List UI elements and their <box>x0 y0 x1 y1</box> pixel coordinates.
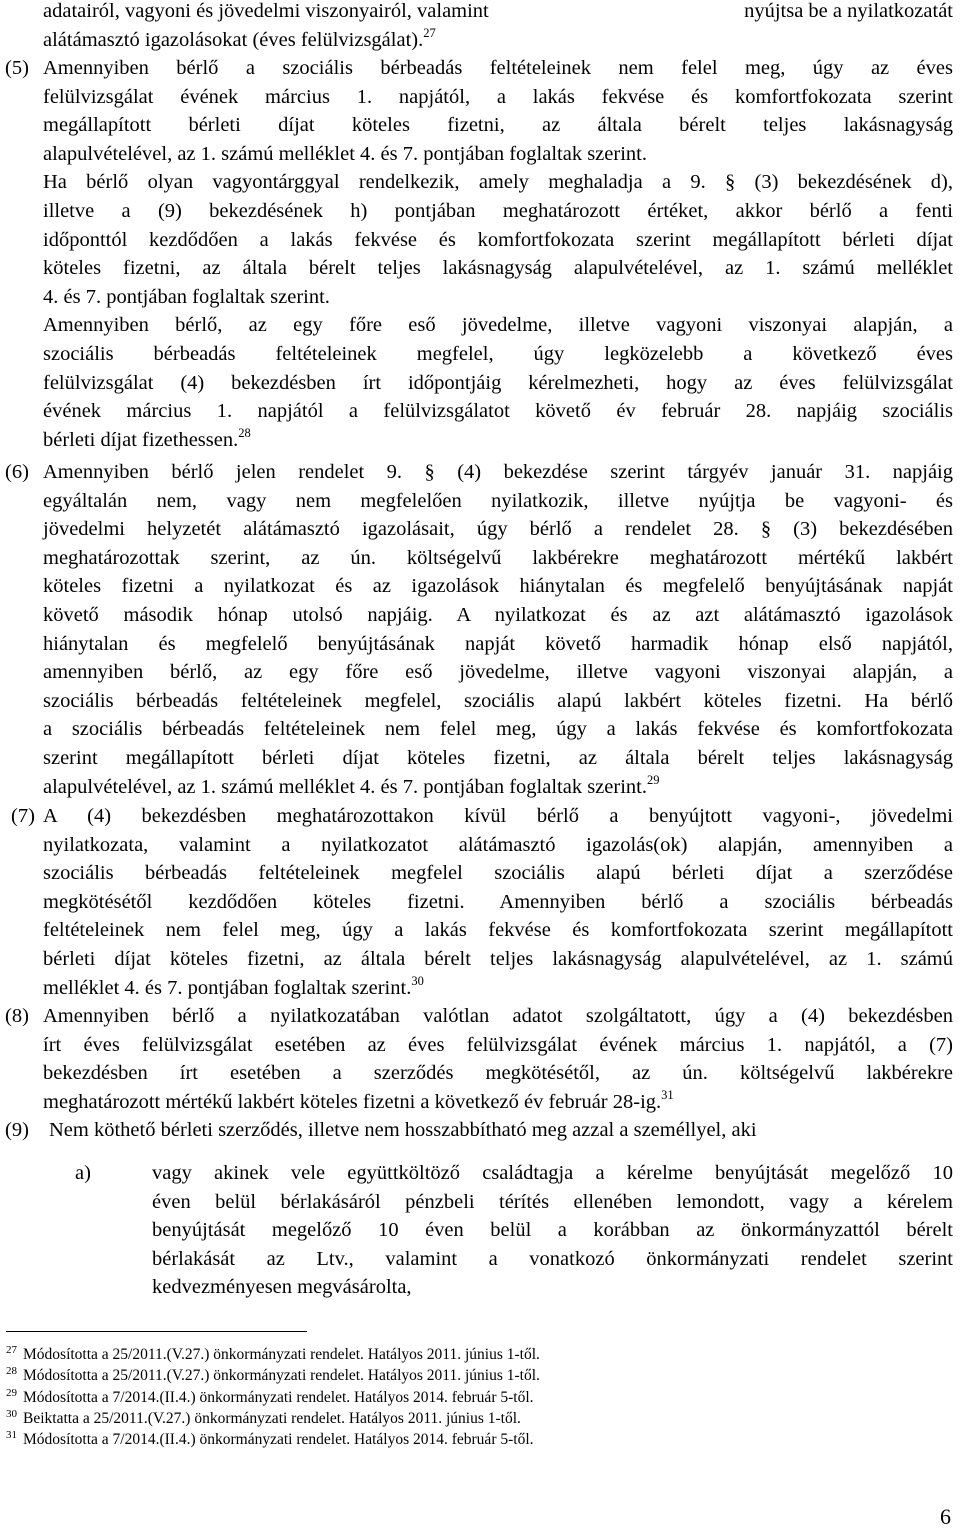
footnote-ref: 27 <box>423 25 436 40</box>
line-text: felülvizsgálat (4) bekezdésben írt időpontjáig kérelmezheti, hogy az éves felülvizsgálat <box>43 371 953 394</box>
paragraph-9-line: Nem köthető bérleti szerződés, illetve nem hosszabbítható meg azzal a személlyel, aki <box>49 1119 757 1141</box>
text-line <box>43 773 953 802</box>
line-text: meghatározott mértékű lakbért köteles fizetni a következő év február 28-ig. <box>43 1090 662 1113</box>
text-line <box>43 111 953 140</box>
footnote-number: 29 <box>6 1386 17 1399</box>
paragraph-6 <box>5 458 953 801</box>
paragraph-7 <box>11 802 953 1002</box>
line-text: a szociális bérbeadás feltételeinek nem felel meg, úgy a lakás fekvése és komfortfokozata <box>43 718 953 741</box>
text-line <box>43 54 953 83</box>
line-text: évének március 1. napjától a felülvizsgálatot követő év február 28. napjáig szociális <box>43 400 953 423</box>
line-text: alapulvételével, az 1. számú melléklet 4. és 7. pontjában foglaltak szerint. <box>43 142 647 165</box>
text-line <box>43 340 953 369</box>
footnote-number: 31 <box>6 1429 17 1442</box>
text-line <box>43 197 953 226</box>
line-text: Amennyiben bérlő a nyilatkozatában valótlan adatot szolgáltatott, úgy a (4) bekezdésben <box>43 1005 953 1027</box>
text-line <box>43 974 953 1003</box>
text-line <box>43 1088 953 1117</box>
text-line <box>43 515 953 544</box>
paragraph-5 <box>5 54 953 454</box>
text-line <box>43 945 953 974</box>
text-line <box>152 1188 953 1217</box>
footnote-number: 28 <box>6 1365 17 1378</box>
line-text: nyilatkozata, valamint a nyilatkozatot alátámasztó igazolás(ok) alapján, amennyiben a <box>43 833 953 856</box>
text-line <box>43 1031 953 1060</box>
line-text: feltételeinek nem felel meg, úgy a lakás fekvése és komfortfokozata szerint megállapított <box>43 919 953 942</box>
line-text: bérlakását az Ltv., valamint a vonatkozó önkormányzati rendelet szerint <box>152 1247 953 1270</box>
text-line <box>43 888 953 917</box>
text-line <box>43 601 953 630</box>
list-item-a <box>75 1159 953 1302</box>
line-text: írt éves felülvizsgálat esetében az éves felülvizsgálat évének március 1. napjától, a (7) <box>43 1033 953 1056</box>
line-text: alapulvételével, az 1. számú melléklet 4. és 7. pontjában foglaltak szerint. <box>43 775 647 798</box>
text-line <box>43 544 953 573</box>
paragraph-number: (7) <box>11 805 35 827</box>
text-line <box>43 226 953 255</box>
line-text: éven belül bérlakásáról pénzbeli térítés ellenében lemondott, vagy a kérelem <box>152 1190 953 1213</box>
footnote <box>6 1365 906 1386</box>
footnote-text: Módosította a 7/2014.(II.4.) önkormányzati rendelet. Hatályos 2014. február 5-től. <box>23 1388 534 1406</box>
text-line <box>43 1059 953 1088</box>
footnote-number: 30 <box>6 1407 17 1420</box>
line-text: amennyiben bérlő, az egy főre eső jövedelme, illetve vagyoni viszonyai alapján, a <box>43 661 953 684</box>
text-line <box>43 630 953 659</box>
line-text: szociális bérbeadás feltételeinek megfelel, szociális alapú lakbért köteles fizetni. Ha bérlő <box>43 689 953 712</box>
text-line <box>43 658 953 687</box>
footnote <box>6 1429 906 1450</box>
line-text: megkötésétől kezdődően köteles fizetni. Amennyiben bérlő a szociális bérbeadás <box>43 890 953 913</box>
footnote-separator <box>6 1331 307 1332</box>
line-text: melléklet 4. és 7. pontjában foglaltak szerint. <box>43 976 412 999</box>
text-line <box>43 83 953 112</box>
text-line <box>43 1002 953 1031</box>
text-line <box>43 744 953 773</box>
footnote-text: Módosította a 7/2014.(II.4.) önkormányzati rendelet. Hatályos 2014. február 5-től. <box>23 1431 534 1449</box>
line-text: hiánytalan és megfelelő benyújtásának napját követő harmadik hónap első napjától, <box>43 632 953 655</box>
line-text: Amennyiben bérlő jelen rendelet 9. § (4) bekezdése szerint tárgyév január 31. napjáig <box>43 461 953 483</box>
paragraph-number: (8) <box>5 1005 29 1027</box>
text-line <box>43 802 953 831</box>
paragraph-number: (5) <box>5 57 29 79</box>
text-line <box>43 715 953 744</box>
footnote <box>6 1408 906 1429</box>
list-item-label: a) <box>75 1162 91 1184</box>
line-text: bérleti díjat fizethessen. <box>43 428 239 451</box>
text-line <box>43 831 953 860</box>
line-text: időponttól kezdődően a lakás fekvése és komfortfokozata szerint megállapított bérleti díjat <box>43 228 953 251</box>
footnote-text: Módosította a 25/2011.(V.27.) önkormányzati rendelet. Hatályos 2011. június 1-től. <box>23 1367 540 1385</box>
line-text: Amennyiben bérlő, az egy főre eső jövedelme, illetve vagyoni viszonyai alapján, a <box>43 314 953 337</box>
footnote-ref: 29 <box>646 772 660 787</box>
text-line <box>43 168 953 197</box>
intro-line-2: alátámasztó igazolásokat (éves felülvizsgálat). <box>43 28 424 51</box>
line-text: szociális bérbeadás feltételeinek megfelel, úgy legközelebb a következő éves <box>43 342 953 365</box>
line-text: szerint megállapított bérleti díjat köteles fizetni, az általa bérelt teljes lakásnagyság <box>43 746 953 769</box>
page-number: 6 <box>940 1504 951 1529</box>
line-text: meghatározottak szerint, az ún. költségelvű lakbérekre meghatározott mértékű lakbért <box>43 546 953 569</box>
text-line <box>43 859 953 888</box>
text-line <box>43 140 953 169</box>
text-line <box>152 1245 953 1274</box>
footnote-ref: 30 <box>411 973 424 988</box>
intro-line-1a: adatairól, vagyoni és jövedelmi viszonyairól, valamint <box>43 0 489 22</box>
text-line <box>43 311 953 340</box>
intro-line-1b: nyújtsa be a nyilatkozatát <box>744 0 953 22</box>
intro-paragraph <box>43 0 953 54</box>
line-text: felülvizsgálat évének március 1. napjától, a lakás fekvése és komfortfokozata szerint <box>43 85 953 108</box>
line-text: szociális bérbeadás feltételeinek megfelel szociális alapú bérleti díjat a szerződése <box>43 862 953 885</box>
text-line <box>43 487 953 516</box>
line-text: illetve a (9) bekezdésének h) pontjában meghatározott értéket, akkor bérlő a fenti <box>43 199 953 222</box>
footnote-ref: 31 <box>661 1087 674 1102</box>
text-line <box>43 369 953 398</box>
text-line <box>43 283 953 312</box>
line-text: bérleti díjat köteles fizetni, az általa bérelt teljes lakásnagyság alapulvételével, az 1. számú <box>43 947 953 970</box>
line-text: köteles fizetni, az általa bérelt teljes lakásnagyság alapulvételével, az 1. számú melléklet <box>43 257 953 280</box>
line-text: kedvezményesen megvásárolta, <box>152 1276 412 1299</box>
paragraph-8 <box>5 1002 953 1116</box>
text-line <box>43 687 953 716</box>
footnote <box>6 1387 906 1408</box>
paragraph-number: (6) <box>5 461 29 483</box>
text-line <box>152 1216 953 1245</box>
line-text: köteles fizetni a nyilatkozat és az igazolások hiánytalan és megfelelő benyújtásának napját <box>43 575 953 598</box>
paragraph-number: (9) <box>5 1119 29 1141</box>
line-text: jövedelmi helyzetét alátámasztó igazolásait, úgy bérlő a rendelet 28. § (3) bekezdésében <box>43 518 953 541</box>
footnote-number: 27 <box>6 1344 17 1356</box>
line-text: vagy akinek vele együttköltöző családtagja a kérelme benyújtását megelőző 10 <box>152 1162 953 1184</box>
line-text: egyáltalán nem, vagy nem megfelelően nyilatkozik, illetve nyújtja be vagyoni- és <box>43 489 953 512</box>
line-text: Amennyiben bérlő a szociális bérbeadás feltételeinek nem felel meg, úgy az éves <box>43 57 953 79</box>
text-line <box>152 1159 953 1188</box>
text-line <box>152 1273 953 1302</box>
text-line <box>43 458 953 487</box>
line-text: 4. és 7. pontjában foglaltak szerint. <box>43 285 330 308</box>
text-line <box>43 254 953 283</box>
text-line <box>43 572 953 601</box>
line-text: Ha bérlő olyan vagyontárggyal rendelkezik, amely meghaladja a 9. § (3) bekezdésének d), <box>43 171 953 194</box>
line-text: benyújtását megelőző 10 éven belül a korábban az önkormányzattól bérelt <box>152 1219 953 1242</box>
footnote-text: Beiktatta a 25/2011.(V.27.) önkormányzati rendelet. Hatályos 2011. június 1-től. <box>23 1409 521 1427</box>
text-line <box>43 916 953 945</box>
footnote <box>6 1344 906 1365</box>
footnote-text: Módosította a 25/2011.(V.27.) önkormányzati rendelet. Hatályos 2011. június 1-től. <box>23 1346 540 1363</box>
text-line <box>43 397 953 426</box>
line-text: bekezdésben írt esetében a szerződés megkötésétől, az ún. költségelvű lakbérekre <box>43 1062 953 1085</box>
paragraph-9 <box>5 1116 953 1145</box>
line-text: A (4) bekezdésben meghatározottakon kívül bérlő a benyújtott vagyoni-, jövedelmi <box>43 805 953 827</box>
line-text: megállapított bérleti díjat köteles fizetni, az általa bérelt teljes lakásnagyság <box>43 114 953 137</box>
line-text: követő második hónap utolsó napjáig. A nyilatkozat és az azt alátámasztó igazolások <box>43 603 953 626</box>
text-line <box>43 426 953 455</box>
footnote-ref: 28 <box>238 425 251 440</box>
